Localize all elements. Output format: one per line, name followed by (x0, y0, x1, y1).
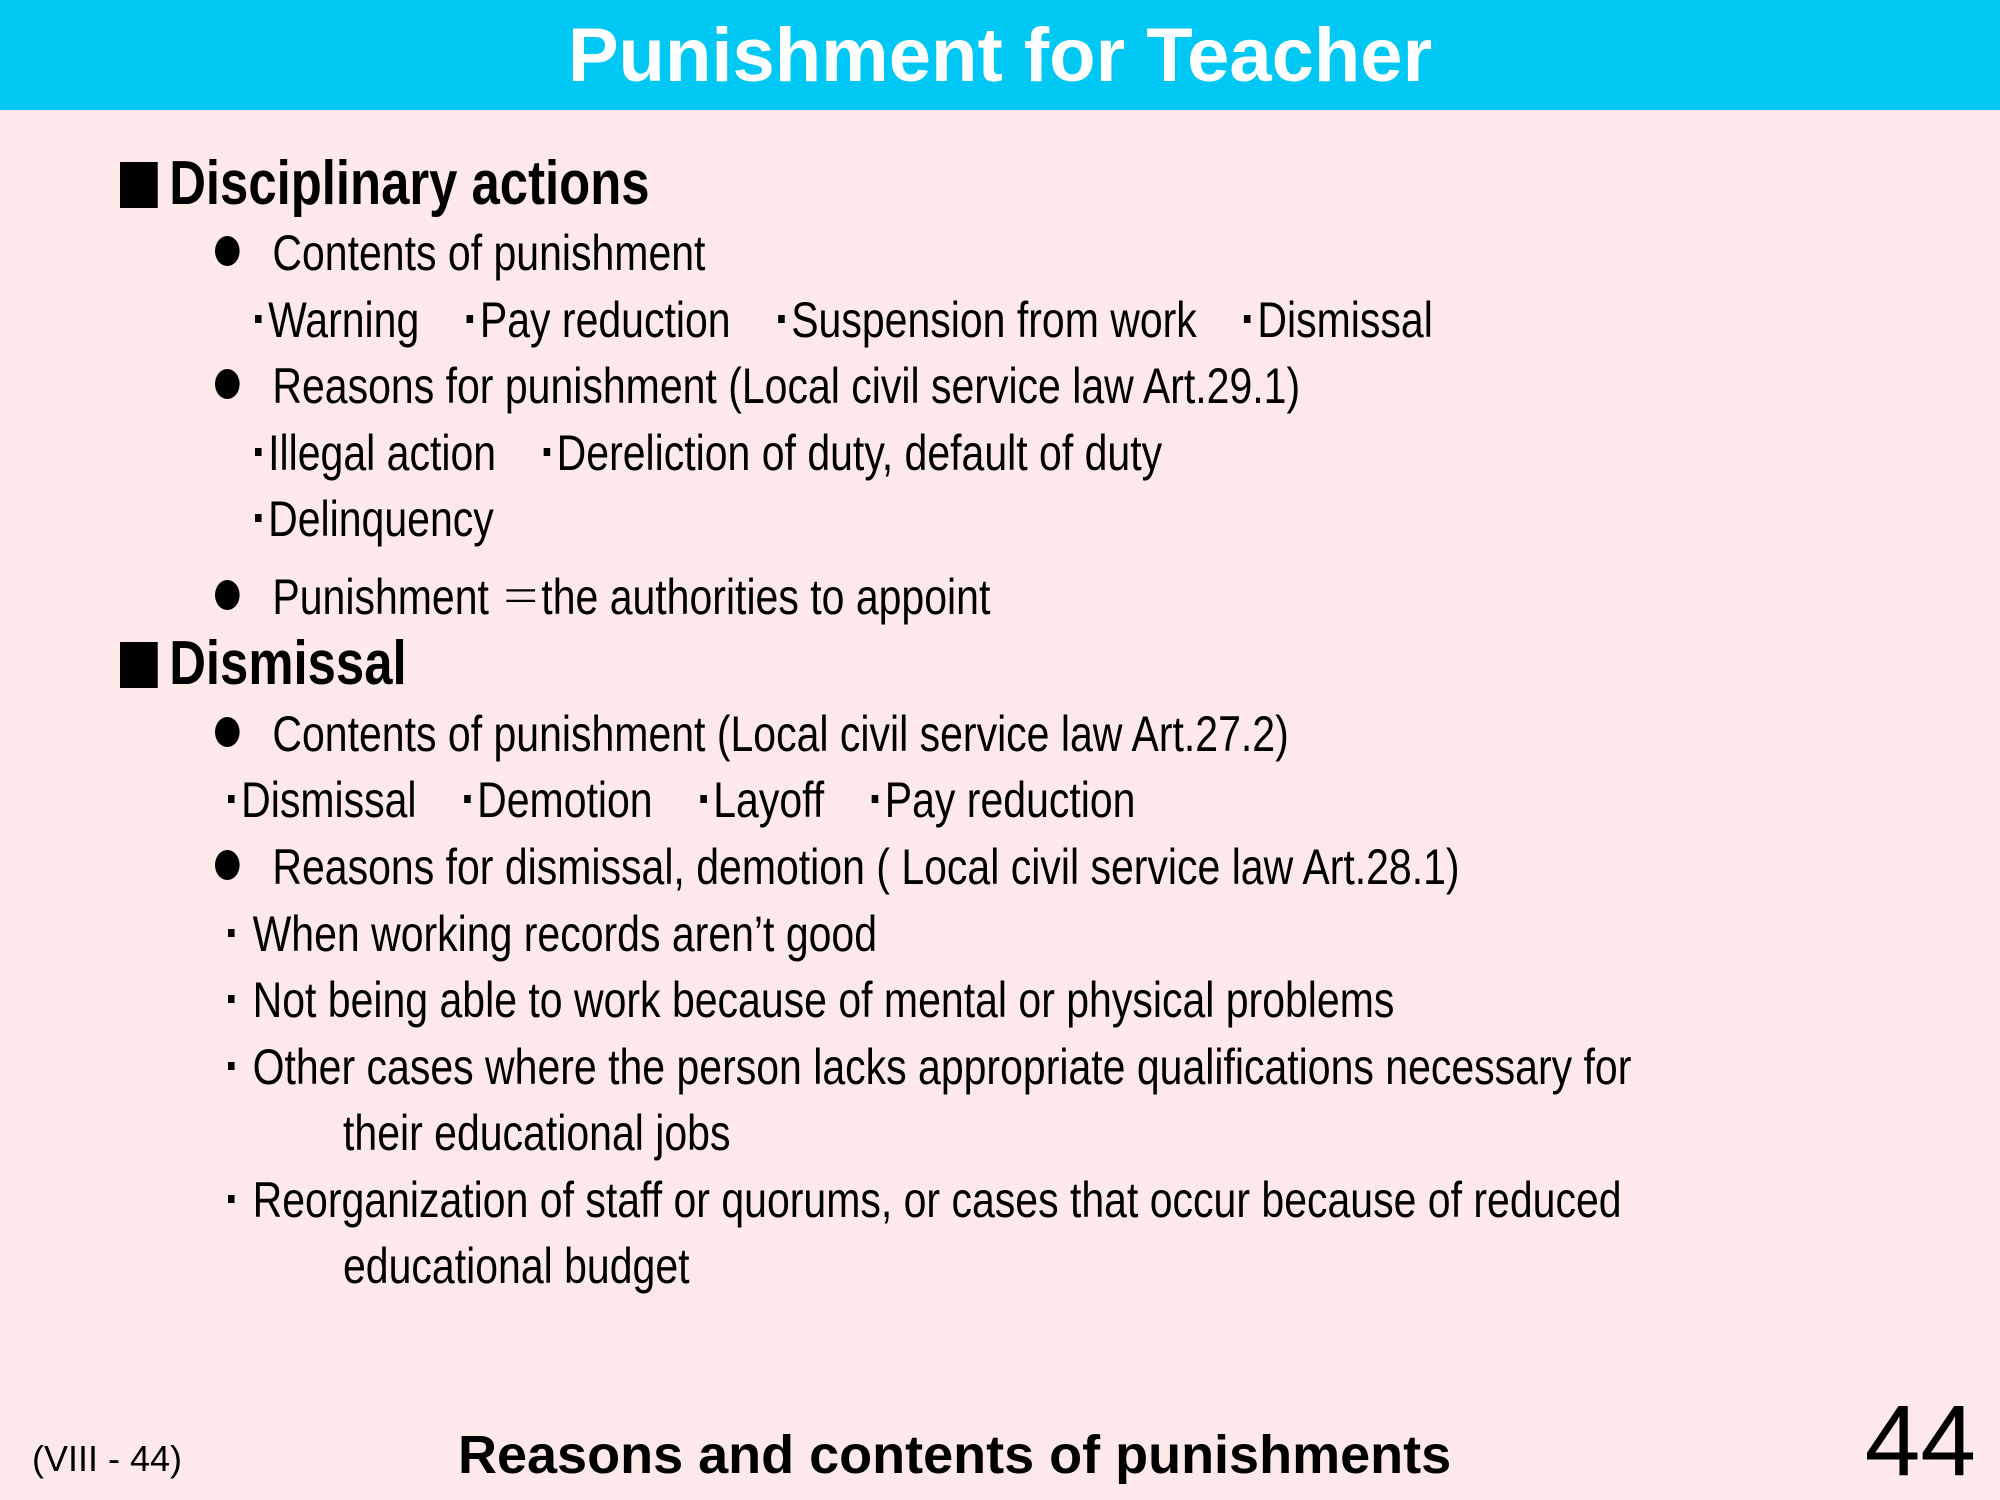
circle-bullet-icon (215, 580, 240, 610)
reason-item-mental-physical: Not being able to work because of mental or physical problems (228, 971, 1394, 1029)
bullet-dismissal-contents: Contents of punishment (Local civil service law Art.27.2) (215, 705, 1289, 763)
item-demotion: Demotion (477, 772, 653, 828)
small-square-bullet-icon (464, 795, 471, 803)
section-heading-dismissal: Dismissal (120, 628, 407, 699)
reason-item-qualifications: Other cases where the person lacks appropriate qualifications necessary for (228, 1038, 1631, 1096)
bullet-punishment-authority: Punishment ＝the authorities to appoint (215, 557, 990, 629)
item-suspension: Suspension from work (791, 292, 1197, 348)
circle-bullet-icon (215, 236, 240, 266)
bullet-contents-of-punishment: Contents of punishment (215, 224, 705, 282)
small-square-bullet-icon (255, 315, 262, 323)
item-dereliction: Dereliction of duty, default of duty (556, 425, 1163, 481)
section-heading-disciplinary: Disciplinary actions (120, 148, 650, 219)
small-square-bullet-icon (778, 315, 785, 323)
small-square-bullet-icon (255, 448, 262, 456)
reason-item-reorganization: Reorganization of staff or quorums, or cases that occur because of reduced (228, 1171, 1622, 1229)
small-square-bullet-icon (228, 929, 235, 937)
slide-title: Punishment for Teacher (567, 12, 1433, 98)
reasons-items-row-2 (255, 490, 494, 548)
circle-bullet-icon (215, 717, 240, 747)
reason-item-qualifications-cont: their educational jobs (343, 1105, 731, 1161)
circle-bullet-icon (215, 850, 240, 880)
item-pay-reduction-2: Pay reduction (884, 772, 1136, 828)
reason-item-reorganization-cont: educational budget (343, 1238, 690, 1294)
dismissal-contents-items-row (228, 771, 1135, 829)
item-delinquency: Delinquency (268, 491, 494, 547)
small-square-bullet-icon (228, 795, 235, 803)
item-dismissal: Dismissal (1257, 292, 1433, 348)
item-illegal-action: Illegal action (268, 425, 497, 481)
slide-caption: Reasons and contents of punishments (458, 1425, 1452, 1485)
reasons-items-row-1 (255, 424, 1162, 482)
small-square-bullet-icon (1244, 315, 1251, 323)
small-square-bullet-icon (544, 448, 551, 456)
slide-reference: (VIII - 44) (32, 1438, 183, 1479)
small-square-bullet-icon (255, 514, 262, 522)
item-pay-reduction: Pay reduction (479, 292, 731, 348)
bullet-reasons-for-punishment: Reasons for punishment (Local civil service law Art.29.1) (215, 357, 1300, 415)
small-square-bullet-icon (700, 795, 707, 803)
small-square-bullet-icon (228, 995, 235, 1003)
page-number: 44 (1864, 1385, 1976, 1497)
square-bullet-icon (120, 162, 158, 208)
small-square-bullet-icon (228, 1062, 235, 1070)
item-layoff: Layoff (713, 772, 825, 828)
circle-bullet-icon (215, 369, 240, 399)
reason-item-working-records: When working records aren’t good (228, 905, 877, 963)
item-dismissal-2: Dismissal (241, 772, 417, 828)
small-square-bullet-icon (467, 315, 474, 323)
small-square-bullet-icon (228, 1195, 235, 1203)
item-warning: Warning (268, 292, 420, 348)
contents-items-row (255, 291, 1433, 349)
square-bullet-icon (120, 642, 158, 688)
bullet-reasons-for-dismissal: Reasons for dismissal, demotion ( Local civil service law Art.28.1) (215, 838, 1460, 896)
small-square-bullet-icon (872, 795, 879, 803)
